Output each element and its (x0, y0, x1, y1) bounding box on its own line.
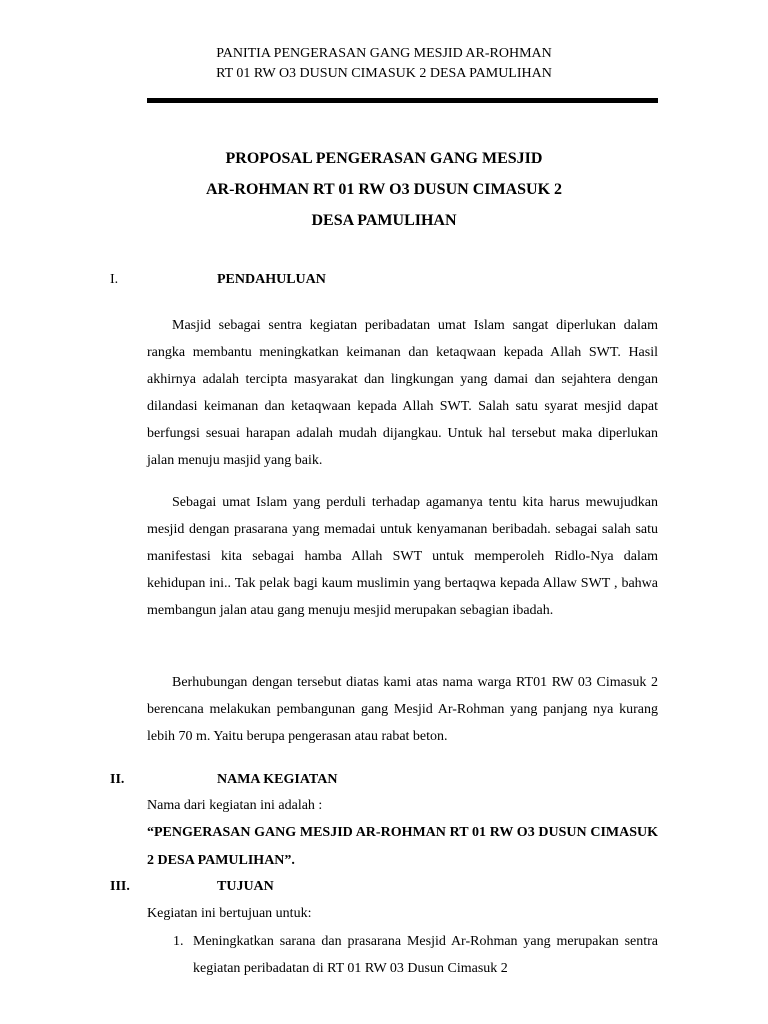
letterhead-divider (147, 98, 658, 103)
section-3-intro: Kegiatan ini bertujuan untuk: (147, 906, 312, 921)
list-item-1-number: 1. (173, 934, 184, 949)
letterhead-line-1: PANITIA PENGERASAN GANG MESJID AR-ROHMAN (216, 46, 552, 61)
title-line-1: PROPOSAL PENGERASAN GANG MESJID (225, 150, 543, 167)
section-3-number: III. (110, 879, 130, 894)
section-1-paragraph-2: Sebagai umat Islam yang perduli terhadap agamanya tentu kita harus mewujudkan mesjid dengan prasarana yang memadai untuk kenyamanan beribadah. sebagai salah satu manifestasi kita sebagai hamba Allah SWT untuk memperoleh Ridlo-Nya dalam kehidupan ini.. Tak pelak bagi kaum muslimin yang bertaqwa kepada Allaw SWT , bahwa membangun jalan atau gang menuju mesjid merupakan sebagian ibadah. (147, 495, 658, 618)
section-1-number: I. (110, 272, 119, 287)
section-1-paragraph-1: Masjid sebagai sentra kegiatan peribadatan umat Islam sangat diperlukan dalam rangka membantu meningkatkan keimanan dan ketaqwaan kepada Allah SWT. Hasil akhirnya adalah tercipta masyarakat dan lingkungan yang damai dan sejahtera dengan dilandasi keimanan dan ketaqwaan kepada Allah SWT. Salah satu syarat mesjid dapat berfungsi sesuai harapan adalah mudah dijangkau. Untuk hal tersebut maka diperlukan jalan menuju masjid yang baik. (147, 318, 658, 468)
section-2-number: II. (110, 772, 125, 787)
section-1-heading: PENDAHULUAN (217, 272, 326, 287)
list-item-1-text: Meningkatkan sarana dan prasarana Mesjid Ar-Rohman yang merupakan sentra kegiatan peribadatan di RT 01 RW 03 Dusun Cimasuk 2 (193, 934, 658, 976)
title-line-2: AR-ROHMAN RT 01 RW O3 DUSUN CIMASUK 2 (205, 181, 563, 198)
section-2-intro: Nama dari kegiatan ini adalah : (147, 798, 323, 813)
section-2-activity-name: “PENGERASAN GANG MESJID AR-ROHMAN RT 01 RW O3 DUSUN CIMASUK 2 DESA PAMULIHAN”. (147, 825, 658, 868)
section-2-heading: NAMA KEGIATAN (217, 772, 338, 787)
title-line-3: DESA PAMULIHAN (311, 212, 457, 229)
letterhead-line-2: RT 01 RW O3 DUSUN CIMASUK 2 DESA PAMULIHAN (216, 66, 552, 81)
section-3-heading: TUJUAN (217, 879, 274, 894)
section-1-paragraph-3: Berhubungan dengan tersebut diatas kami atas nama warga RT01 RW 03 Cimasuk 2 berencana melakukan pembangunan gang Mesjid Ar-Rohman yang panjang nya kurang lebih 70 m. Yaitu berupa pengerasan atau rabat beton. (147, 675, 658, 744)
